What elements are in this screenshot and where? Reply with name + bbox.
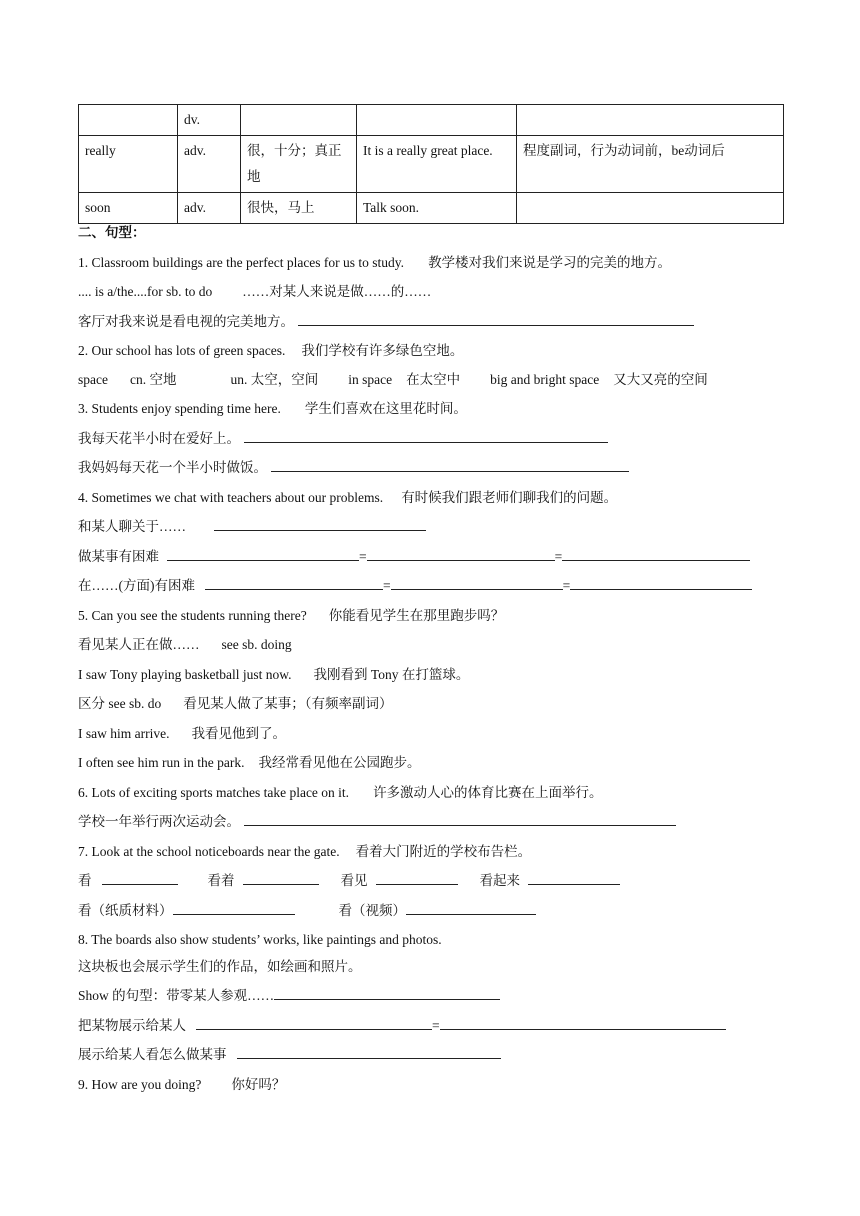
vocab-table — [78, 104, 784, 224]
note-text: big and bright space — [490, 372, 600, 387]
sentence-8 — [78, 931, 442, 949]
sentence-7 — [78, 843, 531, 861]
note-text: 在太空中 — [406, 372, 461, 387]
example-en: I often see him run in the park. — [78, 755, 245, 770]
answer-blank[interactable] — [570, 577, 752, 590]
table-row — [79, 136, 784, 193]
answer-blank[interactable] — [367, 548, 555, 561]
diff-note-5 — [78, 695, 393, 713]
exercise-prompt: 做某事有困难 — [78, 549, 159, 564]
sentence-6 — [78, 784, 603, 802]
exercise-6 — [78, 813, 676, 831]
sentence-9 — [78, 1076, 285, 1094]
example-zh: 我刚看到 Tony 在打篮球。 — [313, 667, 470, 682]
exercise-prompt: 看见 — [340, 873, 368, 888]
pos-cell: dv. — [178, 105, 241, 136]
exercise-1 — [78, 313, 694, 331]
sentence-en: 2. Our school has lots of green spaces. — [78, 343, 286, 358]
sentence-3 — [78, 400, 467, 418]
example-zh: 我经常看见他在公园跑步。 — [258, 755, 421, 770]
exercise-4a — [78, 518, 426, 536]
note-cell — [517, 193, 784, 224]
example-5c — [78, 754, 420, 772]
equals-sign: = — [359, 549, 367, 564]
meaning-cell: 很，十分；真正地 — [241, 136, 357, 193]
sentence-zh: 这块板也会展示学生们的作品，如绘画和照片。 — [78, 959, 362, 974]
pattern-zh: ……对某人来说是做……的…… — [242, 284, 432, 299]
example-5a — [78, 666, 469, 684]
answer-blank[interactable] — [274, 987, 500, 1000]
answer-blank[interactable] — [244, 813, 676, 826]
sentence-zh: 学生们喜欢在这里花时间。 — [304, 401, 467, 416]
exercise-prompt: 我妈妈每天花一个半小时做饭。 — [78, 460, 267, 475]
exercise-prompt: 看起来 — [479, 873, 520, 888]
example-en: I saw Tony playing basketball just now. — [78, 667, 292, 682]
answer-blank[interactable] — [244, 430, 608, 443]
answer-blank[interactable] — [196, 1017, 432, 1030]
sentence-zh: 有时候我们跟老师们聊我们的问题。 — [401, 490, 618, 505]
note-text: 又大又亮的空间 — [613, 372, 708, 387]
answer-blank[interactable] — [167, 548, 359, 561]
example-zh: 我看见他到了。 — [191, 726, 286, 741]
sentence-8-zh — [78, 958, 362, 976]
sentence-en: 9. How are you doing? — [78, 1077, 202, 1092]
example-cell — [357, 105, 517, 136]
sentence-en: 5. Can you see the students running there? — [78, 608, 307, 623]
equals-sign: = — [562, 578, 571, 593]
exercise-prompt: 学校一年举行两次运动会。 — [78, 814, 240, 829]
note-text: 看见某人做了某事；（有频率副词） — [183, 696, 393, 711]
pattern-1 — [78, 283, 431, 301]
exercise-4b — [78, 548, 750, 566]
exercise-prompt: 和某人聊关于…… — [78, 519, 186, 534]
sentence-en: 8. The boards also show students’ works, like paintings and photos. — [78, 932, 442, 947]
answer-blank[interactable] — [406, 902, 536, 915]
table-row — [79, 105, 784, 136]
sentence-2 — [78, 342, 463, 360]
equals-sign: = — [432, 1018, 440, 1033]
exercise-prompt: 展示给某人看怎么做某事 — [78, 1047, 227, 1062]
space-notes — [78, 371, 708, 389]
exercise-8c — [78, 1046, 501, 1064]
meaning-cell: 很快，马上 — [241, 193, 357, 224]
meaning-cell — [241, 105, 357, 136]
example-5b — [78, 725, 286, 743]
answer-blank[interactable] — [271, 459, 629, 472]
exercise-prompt: 看 — [78, 873, 92, 888]
table-row — [79, 193, 784, 224]
exercise-prompt: Show 的句型：带零某人参观…… — [78, 988, 275, 1003]
word-cell: really — [79, 136, 178, 193]
answer-blank[interactable] — [214, 518, 426, 531]
sentence-zh: 教学楼对我们来说是学习的完美的地方。 — [428, 255, 672, 270]
sentence-1 — [78, 254, 671, 272]
word-cell — [79, 105, 178, 136]
pos-cell: adv. — [178, 193, 241, 224]
answer-blank[interactable] — [528, 872, 620, 885]
sentence-zh: 你好吗？ — [231, 1077, 286, 1092]
note-text: space — [78, 372, 108, 387]
pos-cell: adv. — [178, 136, 241, 193]
sentence-en: 6. Lots of exciting sports matches take place on it. — [78, 785, 350, 800]
pattern-en: .... is a/the....for sb. to do — [78, 284, 213, 299]
answer-blank[interactable] — [237, 1046, 501, 1059]
example-cell: It is a really great place. — [357, 136, 517, 193]
pattern-5 — [78, 636, 292, 654]
sentence-4 — [78, 489, 617, 507]
exercise-prompt: 看（视频） — [338, 903, 406, 918]
exercise-7a — [78, 872, 620, 890]
pattern-en: see sb. doing — [221, 637, 292, 652]
answer-blank[interactable] — [391, 577, 563, 590]
sentence-zh: 看着大门附近的学校布告栏。 — [355, 844, 532, 859]
sentence-5 — [78, 607, 504, 625]
exercise-3a — [78, 430, 608, 448]
pattern-zh: 看见某人正在做…… — [78, 637, 200, 652]
exercise-prompt: 看着 — [207, 873, 235, 888]
answer-blank[interactable] — [562, 548, 750, 561]
equals-sign: = — [554, 549, 563, 564]
exercise-prompt: 看（纸质材料） — [78, 903, 173, 918]
note-cell: 程度副词，行为动词前，be动词后 — [517, 136, 784, 193]
sentence-zh: 我们学校有许多绿色空地。 — [301, 343, 464, 358]
exercise-7b — [78, 902, 536, 920]
equals-sign: = — [383, 578, 391, 593]
answer-blank[interactable] — [205, 577, 383, 590]
exercise-prompt: 把某物展示给某人 — [78, 1018, 186, 1033]
answer-blank[interactable] — [102, 872, 178, 885]
note-text: cn. 空地 — [129, 372, 177, 387]
answer-blank[interactable] — [173, 902, 295, 915]
exercise-prompt: 在……(方面)有困难 — [78, 578, 195, 593]
note-text: 区分 see sb. do — [78, 696, 162, 711]
exercise-4c — [78, 577, 752, 595]
sentence-zh: 许多激动人心的体育比赛在上面举行。 — [373, 785, 603, 800]
sentence-en: 4. Sometimes we chat with teachers about our problems. — [78, 490, 384, 505]
exercise-prompt: 客厅对我来说是看电视的完美地方。 — [78, 314, 294, 329]
section-title: 二、句型： — [78, 225, 146, 240]
example-cell: Talk soon. — [357, 193, 517, 224]
exercise-prompt: 我每天花半小时在爱好上。 — [78, 431, 240, 446]
note-text: in space — [348, 372, 393, 387]
answer-blank[interactable] — [440, 1017, 726, 1030]
sentence-en: 7. Look at the school noticeboards near the gate. — [78, 844, 340, 859]
note-text: un. 太空，空间 — [230, 372, 319, 387]
answer-blank[interactable] — [298, 313, 694, 326]
exercise-8a — [78, 987, 500, 1005]
example-en: I saw him arrive. — [78, 726, 170, 741]
note-cell — [517, 105, 784, 136]
sentence-en: 1. Classroom buildings are the perfect places for us to study. — [78, 255, 405, 270]
answer-blank[interactable] — [243, 872, 319, 885]
word-cell: soon — [79, 193, 178, 224]
sentence-zh: 你能看见学生在那里跑步吗？ — [328, 608, 505, 623]
exercise-3b — [78, 459, 629, 477]
sentence-en: 3. Students enjoy spending time here. — [78, 401, 281, 416]
exercise-8b — [78, 1017, 726, 1035]
answer-blank[interactable] — [376, 872, 458, 885]
